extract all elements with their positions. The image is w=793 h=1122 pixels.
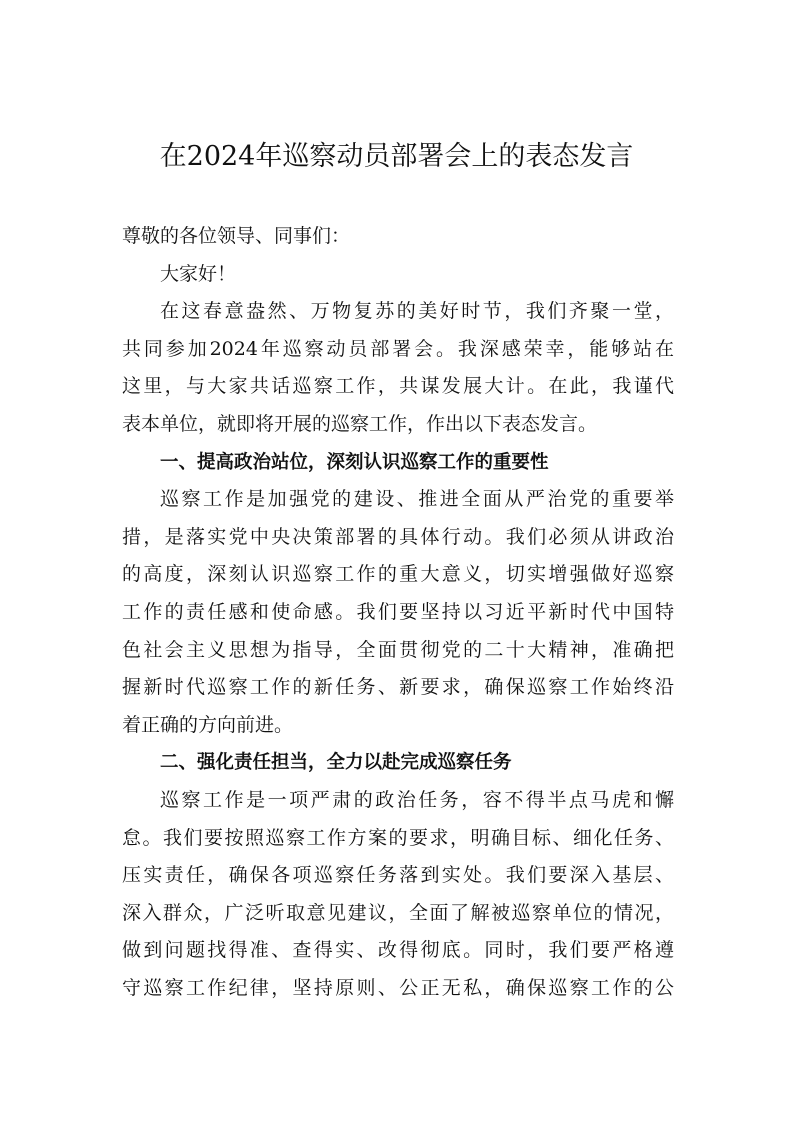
paragraph-line: 色社会主义思想为指导，全面贯彻党的二十大精神，准确把: [122, 638, 674, 661]
paragraph-section-1: [122, 481, 674, 744]
paragraph-line: 做到问题找得准、查得实、改得彻底。同时，我们要严格遵: [122, 939, 674, 962]
paragraph-line: 着正确的方向前进。: [122, 713, 294, 736]
section-heading-2: 二、强化责任担当，全力以赴完成巡察任务: [160, 752, 512, 774]
document-body: [122, 218, 674, 1007]
paragraph-line: 怠。我们要按照巡察工作方案的要求，明确目标、细化任务、: [122, 826, 674, 849]
paragraph-line: 这里，与大家共话巡察工作，共谋发展大计。在此，我谨代: [122, 375, 674, 398]
paragraph-line: 守巡察工作纪律，坚持原则、公正无私，确保巡察工作的公: [122, 976, 674, 999]
paragraph-line: 表本单位，就即将开展的巡察工作，作出以下表态发言。: [122, 412, 598, 435]
paragraph-line: 在这春意盎然、万物复苏的美好时节，我们齐聚一堂，: [160, 300, 674, 323]
paragraph-line: 工作的责任感和使命感。我们要坚持以习近平新时代中国特: [122, 600, 674, 623]
paragraph-line: 巡察工作是加强党的建设、推进全面从严治党的重要举: [160, 488, 674, 511]
section-heading-1: 一、提高政治站位，深刻认识巡察工作的重要性: [160, 451, 549, 473]
paragraph-line: 巡察工作是一项严肃的政治任务，容不得半点马虎和懈: [160, 788, 674, 811]
salutation: 尊敬的各位领导、同事们：: [122, 225, 351, 247]
document-title: 在2024年巡察动员部署会上的表态发言: [159, 141, 634, 172]
greeting: 大家好！: [160, 262, 237, 285]
paragraph-line: 的高度，深刻认识巡察工作的重大意义，切实增强做好巡察: [122, 563, 674, 586]
paragraph-opening: [122, 293, 674, 443]
paragraph-line: 共同参加2024年巡察动员部署会。我深感荣幸，能够站在: [122, 337, 674, 360]
paragraph-section-2: [122, 782, 674, 1008]
paragraph-line: 措，是落实党中央决策部署的具体行动。我们必须从讲政治: [122, 525, 674, 548]
paragraph-line: 握新时代巡察工作的新任务、新要求，确保巡察工作始终沿: [122, 676, 674, 699]
paragraph-line: 压实责任，确保各项巡察任务落到实处。我们要深入基层、: [122, 864, 674, 887]
paragraph-line: 深入群众，广泛听取意见建议，全面了解被巡察单位的情况，: [122, 901, 674, 924]
